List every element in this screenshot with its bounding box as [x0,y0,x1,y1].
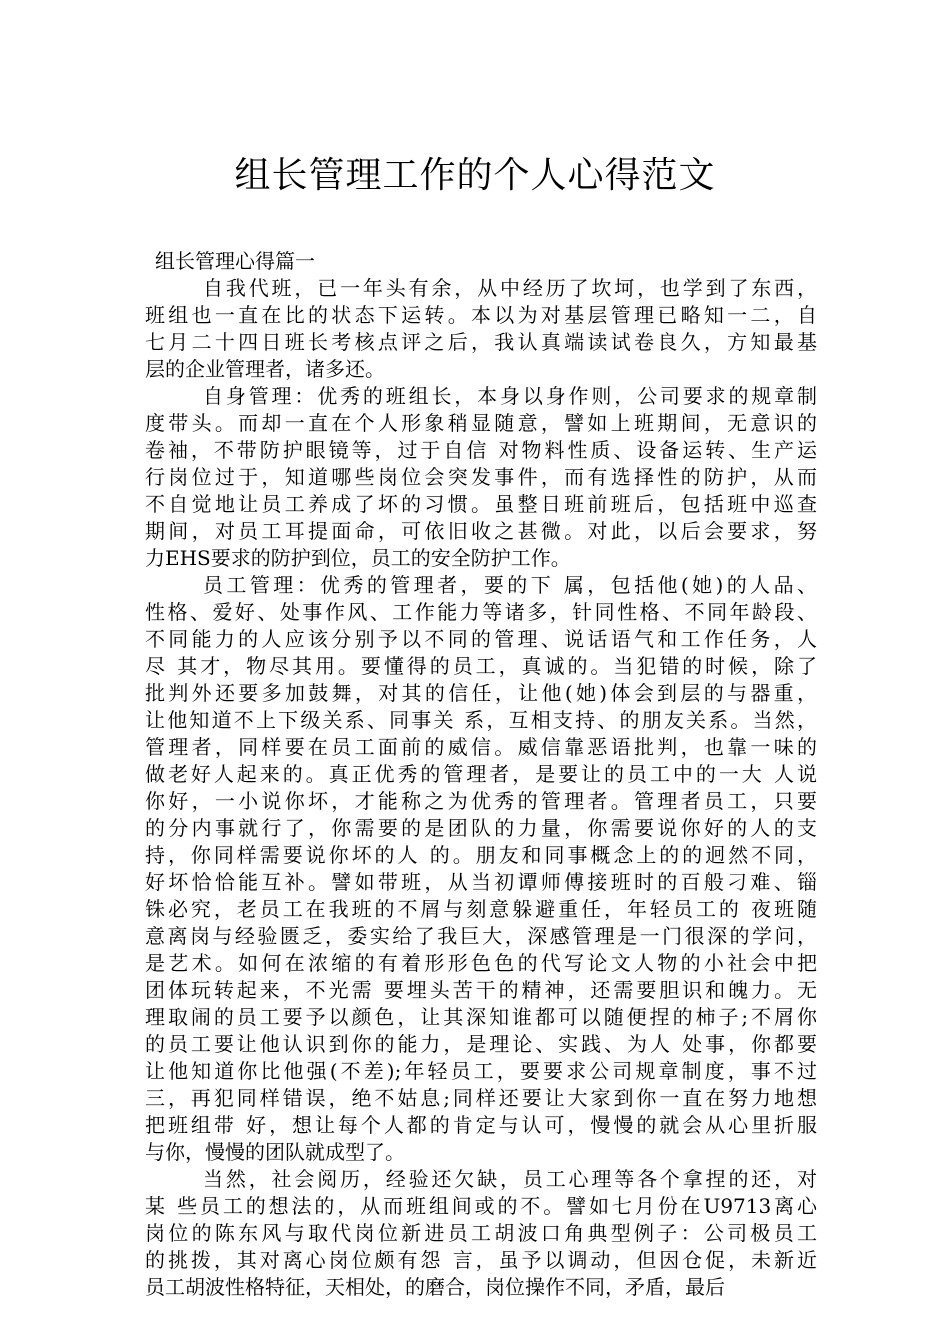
paragraph-line: 班组也一直在比的状态下运转。本以为对基层管理已略知一二，自 [145,303,817,327]
paragraph-line: 自我代班，已一年头有余，从中经历了坎坷，也学到了东西， [203,276,817,300]
paragraph-line: 自身管理：优秀的班组长，本身以身作则，公司要求的规章制 [203,384,817,408]
paragraph-line: 性格、爱好、处事作风、工作能力等诸多，针同性格、不同年龄段、 [145,600,817,624]
paragraph-line: 理取闹的员工要予以颜色，让其深知谁都可以随便捏的柿子;不屑你 [145,1005,817,1029]
section-heading: 组长管理心得篇一 [155,249,315,273]
paragraph-line: 度带头。而却一直在个人形象稍显随意，譬如上班期间，无意识的 [145,411,817,435]
paragraph [145,1166,817,1301]
paragraph-line: 员工管理：优秀的管理者，要的下 属，包括他(她)的人品、 [203,573,817,597]
paragraph-line: 把班组带 好，想让每个人都的肯定与认可，慢慢的就会从心里折服 [145,1113,817,1137]
paragraph-line: 批判外还要多加鼓舞，对其的信任，让他(她)体会到层的与器重， [145,681,817,705]
paragraph-line: 是艺术。如何在浓缩的有着形形色色的代写论文人物的小社会中把 [145,951,817,975]
document-title: 组长管理工作的个人心得范文 [234,155,716,197]
paragraph-line: 不同能力的人应该分别予以不同的管理、说话语气和工作任务，人 [145,627,817,651]
paragraph [145,572,817,1166]
paragraph-line: 不自觉地让员工养成了坏的习惯。虽整日班前班后，包括班中巡查 [145,492,817,516]
paragraph-line: 的挑拨，其对离心岗位颇有怨 言，虽予以调动，但因仓促，未新近 [145,1248,817,1272]
paragraph-line: 三，再犯同样错误，绝不姑息;同样还要让大家到你一直在努力地想 [145,1086,817,1110]
paragraph-line: 让他知道你比他强(不差);年轻员工，要要求公司规章制度，事不过 [145,1059,817,1083]
paragraph-line: 持，你同样需要说你坏的人 的。朋友和同事概念上的的迥然不同， [145,843,817,867]
paragraph-line: 你好，一小说你坏，才能称之为优秀的管理者。管理者员工，只要 [145,789,817,813]
paragraph-line: 让他知道不上下级关系、同事关 系，互相支持、的朋友关系。当然， [145,708,817,732]
paragraph-line: 团体玩转起来，不光需 要埋头苦干的精神，还需要胆识和魄力。无 [145,978,817,1002]
paragraph-line: 层的企业管理者，诸多还。 [145,357,385,381]
paragraph-line: 力EHS要求的防护到位，员工的安全防护工作。 [145,546,571,570]
paragraph-line: 期间，对员工耳提面命，可依旧收之甚微。对此，以后会要求，努 [145,519,817,543]
paragraph-line: 某 些员工的想法的，从而班组间或的不。譬如七月份在U9713离心 [145,1194,817,1218]
paragraph-line: 的分内事就行了，你需要的是团队的力量，你需要说你好的人的支 [145,816,817,840]
document-body [145,248,817,1301]
paragraph-line: 七月二十四日班长考核点评之后，我认真端读试卷良久，方知最基 [145,330,817,354]
paragraph-line: 卷袖，不带防护眼镜等，过于自信 对物料性质、设备运转、生产运 [145,438,817,462]
paragraph-line: 当然，社会阅历，经验还欠缺，员工心理等各个拿捏的还，对 [203,1167,817,1191]
paragraph-list [145,275,817,1301]
paragraph-line: 员工胡波性格特征，天相处，的磨合，岗位操作不同，矛盾，最后 [145,1275,725,1299]
paragraph-line: 做老好人起来的。真正优秀的管理者，是要让的员工中的一大 人说 [145,762,817,786]
paragraph-line: 岗位的陈东风与取代岗位新进员工胡波口角典型例子：公司极员工 [145,1221,817,1245]
paragraph [145,383,817,572]
paragraph-line: 与你，慢慢的团队就成型了。 [145,1140,405,1164]
paragraph-line: 尽 其才，物尽其用。要懂得的员工，真诚的。当犯错的时候，除了 [145,654,817,678]
paragraph-line: 行岗位过于，知道哪些岗位会突发事件，而有选择性的防护，从而 [145,465,817,489]
paragraph-line: 好坏恰恰能互补。譬如带班，从当初谭师傅接班时的百般刁难、锱 [145,870,817,894]
paragraph-line: 意离岗与经验匮乏，委实给了我巨大，深感管理是一门很深的学问， [145,924,817,948]
paragraph-line: 的员工要让他认识到你的能力，是理论、实践、为人 处事，你都要 [145,1032,817,1056]
paragraph [145,275,817,383]
paragraph-line: 管理者，同样要在员工面前的威信。威信靠恶语批判，也靠一味的 [145,735,817,759]
paragraph-line: 铢必究，老员工在我班的不屑与刻意躲避重任，年轻员工的 夜班随 [145,897,817,921]
